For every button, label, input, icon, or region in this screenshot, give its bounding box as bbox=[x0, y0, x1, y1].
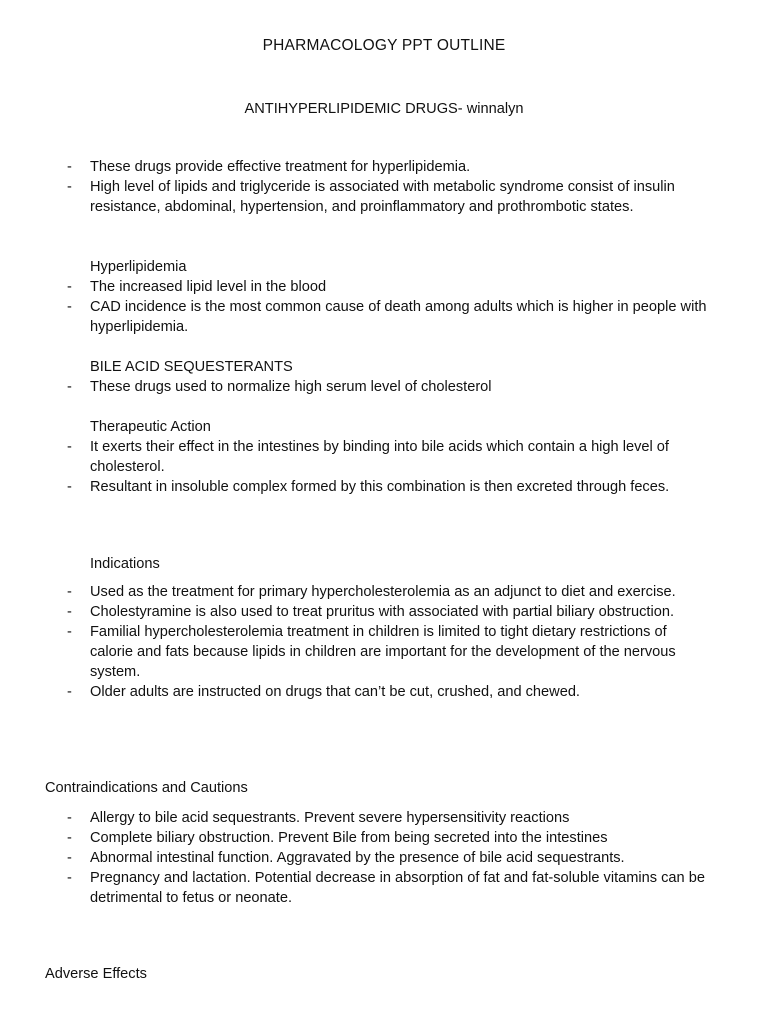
section-heading: BILE ACID SEQUESTERANTS bbox=[90, 359, 293, 375]
therapeutic-action-section bbox=[0, 417, 768, 497]
list-item: - High level of lipids and triglyceride is associated with metabolic syndrome consist of insulin resistance, abdominal, hypertension, and proinflammatory and prothrombotic states. bbox=[0, 177, 768, 217]
list-item: - Allergy to bile acid sequestrants. Prevent severe hypersensitivity reactions bbox=[0, 808, 768, 828]
contraindications-list bbox=[0, 808, 768, 908]
list-item: - Older adults are instructed on drugs that can’t be cut, crushed, and chewed. bbox=[0, 682, 768, 702]
page-title: PHARMACOLOGY PPT OUTLINE bbox=[262, 37, 506, 54]
indications-section bbox=[0, 554, 768, 702]
list-item: - Resultant in insoluble complex formed by this combination is then excreted through feces. bbox=[0, 477, 768, 497]
list-item: - These drugs provide effective treatment for hyperlipidemia. bbox=[0, 157, 768, 177]
page-subtitle: ANTIHYPERLIPIDEMIC DRUGS- winnalyn bbox=[244, 101, 524, 117]
list-item: - The increased lipid level in the blood bbox=[0, 277, 768, 297]
list-item: - Abnormal intestinal function. Aggravated by the presence of bile acid sequestrants. bbox=[0, 848, 768, 868]
section-heading: Adverse Effects bbox=[45, 966, 147, 982]
list-item: - Used as the treatment for primary hypercholesterolemia as an adjunct to diet and exercise. bbox=[0, 582, 768, 602]
intro-list bbox=[0, 157, 768, 217]
section-heading: Contraindications and Cautions bbox=[45, 780, 248, 796]
section-heading: Therapeutic Action bbox=[90, 419, 211, 435]
list-item: - These drugs used to normalize high serum level of cholesterol bbox=[0, 377, 768, 397]
indications-list bbox=[0, 582, 768, 702]
bile-acid-list bbox=[0, 377, 768, 397]
list-item: - It exerts their effect in the intestines by binding into bile acids which contain a high level of cholesterol. bbox=[0, 437, 768, 477]
adverse-effects-section bbox=[0, 964, 768, 984]
section-heading: Hyperlipidemia bbox=[90, 259, 187, 275]
section-heading: Indications bbox=[90, 556, 160, 572]
intro-section bbox=[0, 157, 768, 217]
list-item: - Familial hypercholesterolemia treatment in children is limited to tight dietary restrictions of calorie and fats because lipids in children are important for the development of the nervous system. bbox=[0, 622, 768, 682]
list-item: - CAD incidence is the most common cause of death among adults which is higher in people with hyperlipidemia. bbox=[0, 297, 768, 337]
contraindications-section bbox=[0, 778, 768, 908]
list-item: - Complete biliary obstruction. Prevent Bile from being secreted into the intestines bbox=[0, 828, 768, 848]
list-item: - Pregnancy and lactation. Potential decrease in absorption of fat and fat-soluble vitamins can be detrimental to fetus or neonate. bbox=[0, 868, 768, 908]
bile-acid-section bbox=[0, 357, 768, 397]
list-item: - Cholestyramine is also used to treat pruritus with associated with partial biliary obstruction. bbox=[0, 602, 768, 622]
hyperlipidemia-section bbox=[0, 257, 768, 337]
therapeutic-action-list bbox=[0, 437, 768, 497]
hyperlipidemia-list bbox=[0, 277, 768, 337]
